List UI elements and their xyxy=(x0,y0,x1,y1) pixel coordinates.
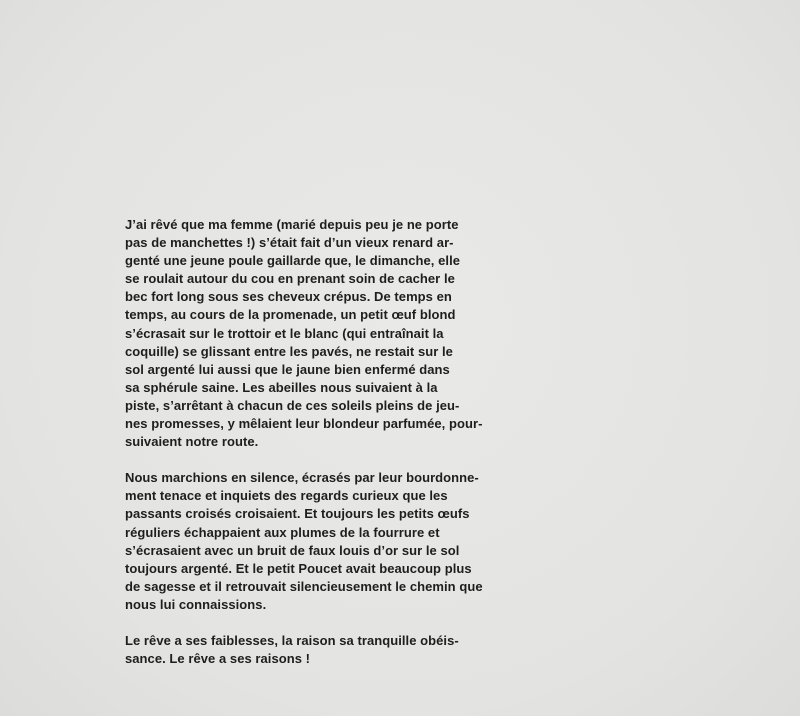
paragraph-walk: Nous marchions en silence, écrasés par leur bourdonne- ment tenace et inquiets des regards curieux que les passants croisés croisaient. Et toujours les petits œufs réguliers échappaient aux plumes de la fourrure et s’écrasaient avec un bruit de faux louis d’or sur le sol toujours argenté. Et le petit Poucet avait beaucoup plus de sagesse et il retrouvait silencieusement le chemin que nous lui connaissions. xyxy=(125,470,483,612)
text-block xyxy=(125,216,495,668)
paragraph-conclusion: Le rêve a ses faiblesses, la raison sa tranquille obéis- sance. Le rêve a ses raisons ! xyxy=(125,632,459,667)
paragraph-dream: J’ai rêvé que ma femme (marié depuis peu je ne porte pas de manchettes !) s’était fait d’un vieux renard ar- genté une jeune poule gaillarde que, le dimanche, elle se roulait autour du cou en prenant soin de cacher le bec fort long sous ses cheveux crépus. De temps en temps, au cours de la promenade, un petit œuf blond s’écrasait sur le trottoir et le blanc (qui entraînait la coquille) se glissant entre les pavés, ne restait sur le sol argenté lui aussi que le jaune bien enfermé dans sa sphérule saine. Les abeilles nous suivaient à la piste, s’arrêtant à chacun de ces soleils pleins de jeu- nes promesses, y mêlaient leur blondeur parfumée, pour- suivaient notre route. xyxy=(125,217,483,450)
